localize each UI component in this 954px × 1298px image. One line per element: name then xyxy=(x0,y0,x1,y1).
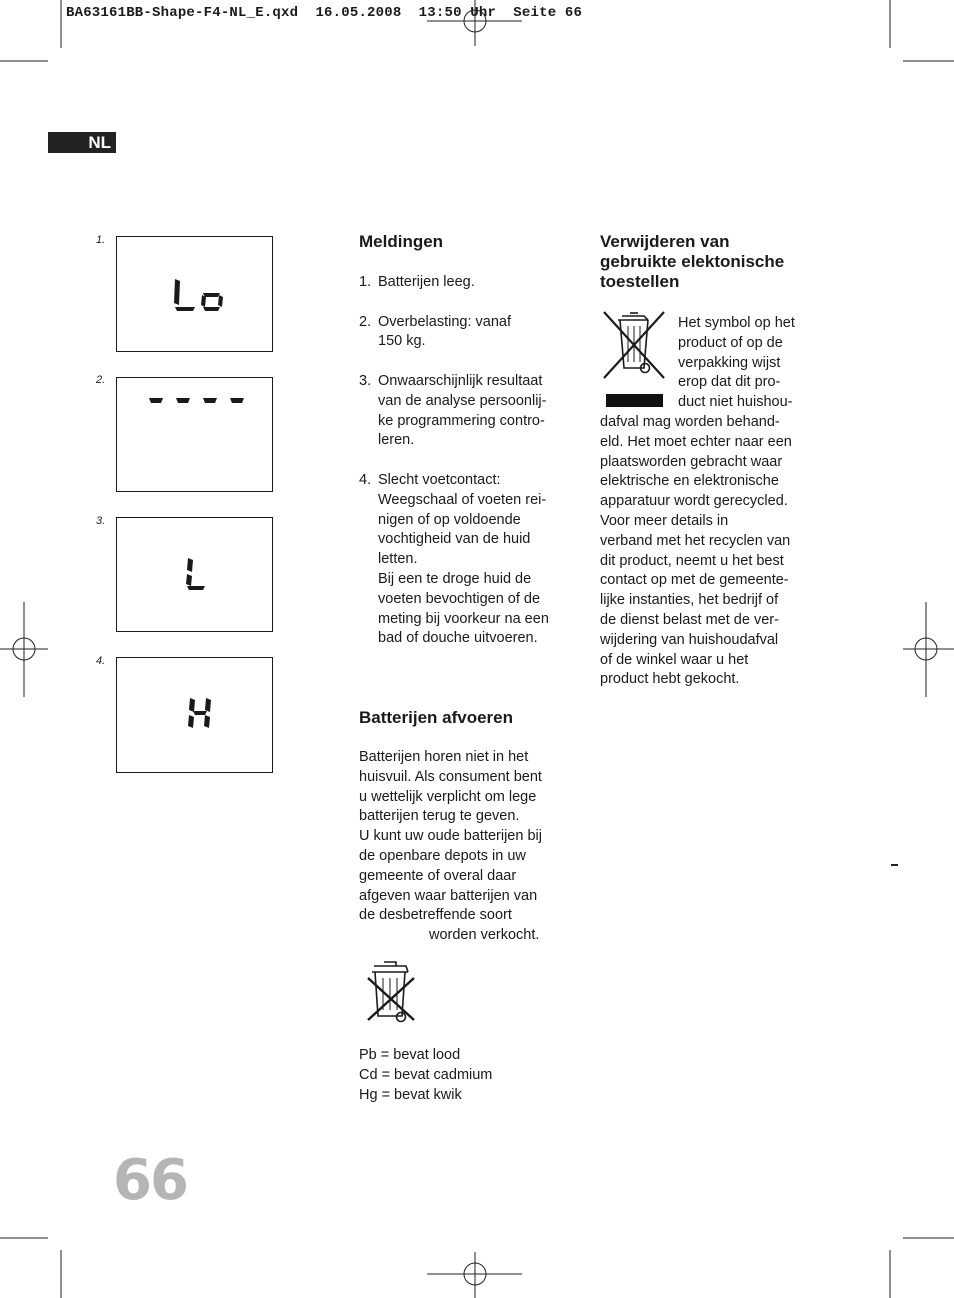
item-line: voeten bevochtigen of de xyxy=(378,590,541,607)
verwijderen-body xyxy=(600,413,825,690)
body-line: duct niet huishou- xyxy=(678,394,793,411)
batterijen-heading: Batterijen afvoeren xyxy=(359,708,513,727)
slug-page: Seite 66 xyxy=(513,5,583,21)
item-line: Slecht voetcontact: xyxy=(378,471,501,488)
meldingen-heading: Meldingen xyxy=(359,232,444,251)
body-line: verpakking wijst xyxy=(678,354,781,371)
body-line: contact op met de gemeente- xyxy=(600,572,789,589)
body-line: huisvuil. Als consument bent xyxy=(359,768,542,785)
heading-line: gebruikte elektonische xyxy=(600,252,785,271)
item-number: 3. xyxy=(359,372,372,389)
body-line: Voor meer details in xyxy=(600,512,729,529)
list-item xyxy=(359,273,574,293)
body-line: apparatuur wordt gerecycled. xyxy=(600,493,788,510)
meldingen-list xyxy=(359,273,574,649)
item-line: 150 kg. xyxy=(378,333,426,350)
body-line: product hebt gekocht. xyxy=(600,671,740,688)
body-line: batterijen terug te geven. xyxy=(359,808,520,825)
item-line: vochtigheid van de huid xyxy=(378,531,531,548)
body-line: dit product, neemt u het best xyxy=(600,552,784,569)
list-item xyxy=(359,313,574,353)
body-line: erop dat dit pro- xyxy=(678,374,781,391)
battery-legend xyxy=(359,1046,574,1105)
body-line: Batterijen horen niet in het xyxy=(359,749,529,765)
item-line: Bij een te droge huid de xyxy=(378,570,532,587)
body-line: lijke instanties, het bedrijf of xyxy=(600,592,779,609)
body-line: u wettelijk verplicht om lege xyxy=(359,788,537,805)
body-line: de desbetreffende soort xyxy=(359,907,512,924)
item-number: 1. xyxy=(359,274,372,290)
item-line: Batterijen leeg. xyxy=(378,274,475,290)
figure-number-2: 2. xyxy=(96,374,106,386)
verwijderen-heading xyxy=(600,232,815,292)
item-number: 2. xyxy=(359,313,372,330)
verwijderen-section xyxy=(600,232,815,292)
language-badge: NL xyxy=(48,132,116,153)
body-line: verband met het recyclen van xyxy=(600,532,791,549)
display-dashes-glyphs xyxy=(117,378,274,493)
item-line: ke programmering contro- xyxy=(378,412,545,429)
body-line: Het symbol op het xyxy=(678,315,795,331)
body-line: of de winkel waar u het xyxy=(600,651,749,668)
legend-pb: Pb = bevat lood xyxy=(359,1047,461,1063)
body-line: product of op de xyxy=(678,334,783,351)
legend-hg: Hg = bevat kwik xyxy=(359,1086,462,1103)
body-line: elektrische en elektronische xyxy=(600,473,779,490)
slug-file: BA63161BB-Shape-F4-NL_E.qxd xyxy=(66,5,299,21)
body-line: wijdering van huishoudafval xyxy=(600,631,779,648)
body-line: de openbare depots in uw xyxy=(359,847,526,864)
display-dashes xyxy=(116,377,273,492)
display-h-glyphs xyxy=(117,658,274,774)
meldingen-section xyxy=(359,232,574,649)
weee-bin-icon xyxy=(600,308,668,410)
body-line: afgeven waar batterijen van xyxy=(359,887,538,904)
slug-time: 13:50 Uhr xyxy=(418,5,497,21)
crossed-bin-icon xyxy=(362,958,420,1026)
body-line: plaatsworden gebracht waar xyxy=(600,453,783,470)
figure-number-4: 4. xyxy=(96,655,106,667)
body-line: gemeente of overal daar xyxy=(359,867,517,884)
body-line: de dienst belast met de ver- xyxy=(600,611,779,628)
figure-number-1: 1. xyxy=(96,234,106,246)
display-h xyxy=(116,657,273,773)
item-line: letten. xyxy=(378,551,418,568)
figure-number-3: 3. xyxy=(96,515,106,527)
list-item xyxy=(359,471,574,649)
page-number: 66 xyxy=(113,1148,187,1213)
item-line: nigen of op voldoende xyxy=(378,511,521,528)
legend-cd: Cd = bevat cadmium xyxy=(359,1066,493,1083)
heading-line: Verwijderen van xyxy=(600,232,730,251)
display-lo xyxy=(116,236,273,352)
margin-dash xyxy=(891,864,898,866)
item-line: leren. xyxy=(378,432,415,449)
display-lo-glyphs xyxy=(117,237,274,353)
verwijderen-side-text xyxy=(678,314,818,413)
item-line: Overbelasting: vanaf xyxy=(378,313,511,330)
display-l xyxy=(116,517,273,632)
list-item xyxy=(359,372,574,451)
item-line: Onwaarschijnlijk resultaat xyxy=(378,372,543,389)
slug-date: 16.05.2008 xyxy=(315,5,402,21)
heading-line: toestellen xyxy=(600,272,680,291)
item-line: van de analyse persoonlij- xyxy=(378,392,547,409)
batterijen-section xyxy=(359,708,574,946)
item-line: Weegschaal of voeten rei- xyxy=(378,491,547,508)
body-line: worden verkocht. xyxy=(429,927,540,944)
item-number: 4. xyxy=(359,471,372,488)
body-line: dafval mag worden behand- xyxy=(600,414,780,430)
body-line: U kunt uw oude batterijen bij xyxy=(359,828,542,845)
display-l-glyphs xyxy=(117,518,274,633)
item-line: meting bij voorkeur na een xyxy=(378,610,549,627)
item-line: bad of douche uitvoeren. xyxy=(378,630,538,647)
batterijen-body xyxy=(359,748,574,946)
body-line: eld. Het moet echter naar een xyxy=(600,433,792,450)
